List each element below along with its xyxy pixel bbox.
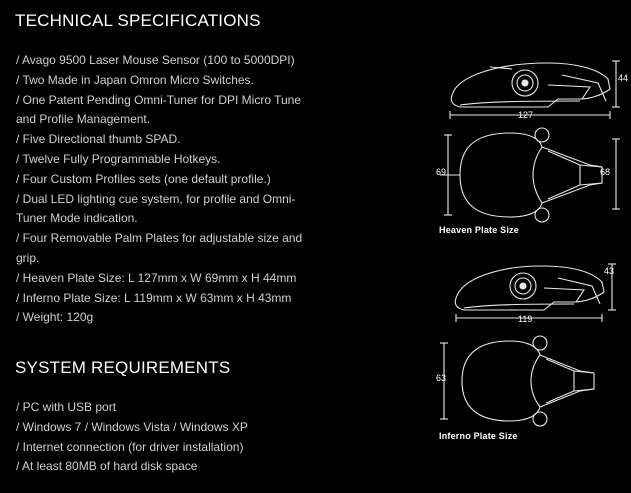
spec-item: / Heaven Plate Size: L 127mm x W 69mm x H 44mm	[16, 270, 297, 285]
system-requirements-heading: SYSTEM REQUIREMENTS	[15, 358, 231, 377]
heaven-width-left-label: 69	[436, 167, 447, 177]
spec-item: / Twelve Fully Programmable Hotkeys.	[16, 151, 221, 166]
requirement-item: / PC with USB port	[16, 400, 117, 414]
heaven-top-view-diagram	[430, 125, 630, 230]
heaven-length-label: 127	[518, 110, 534, 120]
inferno-plate-caption: Inferno Plate Size	[439, 431, 518, 441]
spec-item: / Avago 9500 Laser Mouse Sensor (100 to 5000DPI)	[16, 53, 295, 67]
heaven-height-label: 44	[618, 73, 629, 83]
inferno-top-view-diagram	[430, 333, 630, 434]
spec-item: / Five Directional thumb SPAD.	[16, 132, 181, 147]
specifications-list	[16, 51, 316, 328]
inferno-height-label: 43	[604, 266, 615, 276]
heaven-plate-caption: Heaven Plate Size	[439, 225, 519, 235]
spec-item: / One Patent Pending Omni-Tuner for DPI Micro Tune and Profile Management.	[16, 92, 302, 127]
heaven-width-right-label: 68	[600, 167, 611, 177]
spec-item: / Four Custom Profiles sets (one default profile.)	[16, 171, 271, 186]
inferno-width-left-label: 63	[436, 373, 447, 383]
requirement-item: / Windows 7 / Windows Vista / Windows XP	[16, 419, 248, 434]
spec-item: / Two Made in Japan Omron Micro Switches.	[16, 72, 254, 87]
inferno-side-view-diagram	[430, 254, 630, 331]
technical-specifications-heading: TECHNICAL SPECIFICATIONS	[15, 11, 261, 30]
inferno-length-label: 119	[518, 314, 533, 324]
spec-item: / Weight: 120g	[16, 310, 94, 325]
requirement-item: / Internet connection (for driver installation)	[16, 439, 244, 454]
requirements-list	[16, 398, 316, 477]
heaven-side-view-diagram	[430, 55, 630, 128]
spec-item: / Inferno Plate Size: L 119mm x W 63mm x H 43mm	[16, 290, 292, 305]
requirement-item: / At least 80MB of hard disk space	[16, 459, 198, 474]
spec-item: / Four Removable Palm Plates for adjustable size and grip.	[16, 231, 303, 265]
spec-item: / Dual LED lighting cue system, for profile and Omni-Tuner Mode indication.	[16, 191, 296, 226]
